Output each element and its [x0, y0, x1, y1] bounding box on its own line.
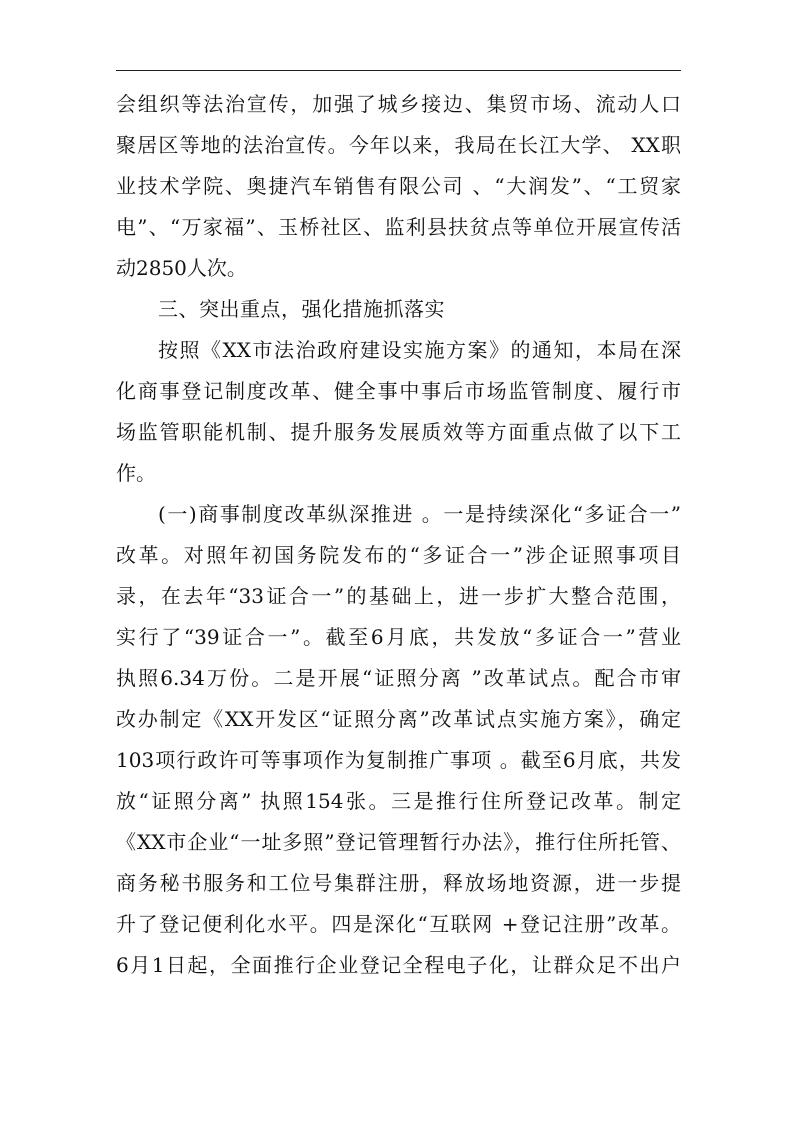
body-line: 电”、“万家福”、玉桥社区、监利县扶贫点等单位开展宣传活	[116, 215, 681, 239]
body-line: 商务秘书服务和工位号集群注册，释放场地资源，进一步提	[116, 871, 681, 895]
body-line: 升了登记便利化水平。四是深化“互联网 +登记注册”改革。	[116, 912, 681, 936]
body-line: 实行了“39证合一”。截至6月底，共发放“多证合一”营业	[116, 625, 681, 649]
body-line: 录，在去年“33证合一”的基础上，进一步扩大整合范围，	[116, 584, 681, 608]
body-line: 放“证照分离” 执照154张。三是推行住所登记改革。制定	[116, 789, 681, 813]
body-line: 化商事登记制度改革、健全事中事后市场监管制度、履行市	[116, 379, 681, 403]
body-line: 动2850人次。	[116, 256, 247, 280]
document-body	[116, 84, 681, 986]
body-line: 场监管职能机制、提升服务发展质效等方面重点做了以下工	[116, 420, 681, 444]
body-line: 《XX市企业“一址多照”登记管理暂行办法》，推行住所托管、	[116, 830, 681, 854]
body-line: 103项行政许可等事项作为复制推广事项 。截至6月底，共发	[116, 748, 681, 772]
body-line: (一)商事制度改革纵深推进 。一是持续深化“多证合一”	[158, 502, 681, 526]
body-line: 执照6.34万份。二是开展“证照分离 ”改革试点。配合市审	[116, 666, 681, 690]
body-line: 改革。对照年初国务院发布的“多证合一”涉企证照事项目	[116, 543, 681, 567]
body-line: 作。	[116, 461, 156, 485]
body-line: 聚居区等地的法治宣传。今年以来，我局在长江大学、 XX职	[116, 133, 681, 157]
body-line: 6月1日起，全面推行企业登记全程电子化，让群众足不出户	[116, 953, 681, 977]
section-heading: 三、突出重点，强化措施抓落实	[158, 297, 445, 321]
body-line: 按照《XX市法治政府建设实施方案》的通知，本局在深	[158, 338, 681, 362]
body-line: 业技术学院、奥捷汽车销售有限公司 、“大润发”、“工贸家	[116, 174, 681, 198]
body-line: 会组织等法治宣传，加强了城乡接边、集贸市场、流动人口	[116, 92, 681, 116]
header-rule	[116, 70, 681, 71]
body-line: 改办制定《XX开发区“证照分离”改革试点实施方案》，确定	[116, 707, 681, 731]
